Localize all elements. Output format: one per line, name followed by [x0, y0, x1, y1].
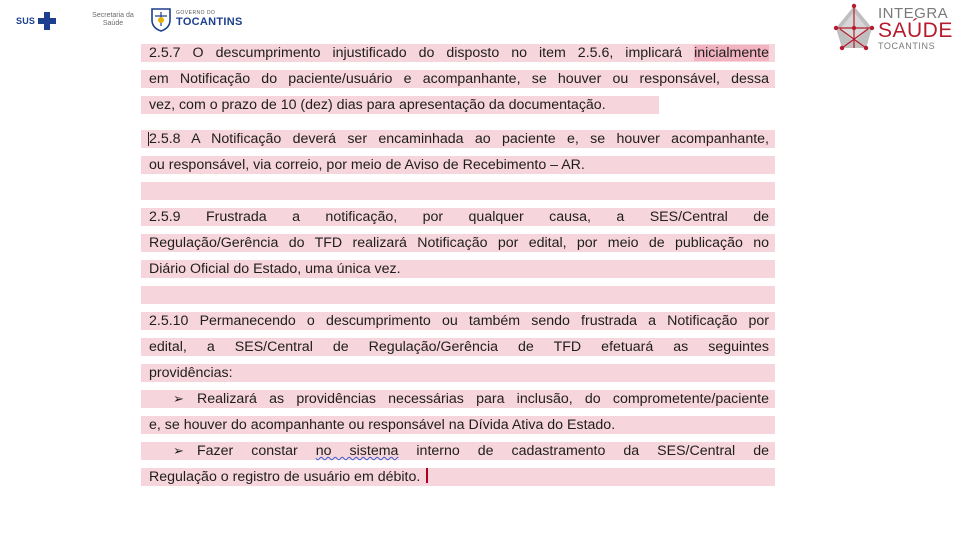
text-run: Diário Oficial do Estado, uma única vez.	[149, 261, 401, 277]
text-run: interno de cadastramento da SES/Central de	[398, 443, 769, 459]
text-run: vez, com o prazo de 10 (dez) dias para apresentação da documentação.	[149, 97, 606, 113]
text-line	[141, 416, 775, 434]
text-run: 2.5.10 Permanecendo o descumprimento ou também sendo frustrada a Notificação por	[149, 313, 769, 329]
text-line	[141, 44, 775, 62]
integra-network-icon	[832, 2, 876, 54]
text-line	[141, 156, 775, 174]
secretaria-saude-logo: Secretaria da Saúde	[92, 12, 134, 27]
blank-line	[141, 182, 775, 200]
text-run: edital, a SES/Central de Regulação/Gerência de TFD efetuará as seguintes	[149, 339, 769, 355]
text-line	[141, 234, 775, 252]
tocantins-seal-icon	[150, 6, 172, 32]
tocantins-label: TOCANTINS	[176, 16, 243, 28]
text-run: Regulação o registro de usuário em débito.	[149, 469, 421, 485]
text-run: 2.5.8 A Notificação deverá ser encaminhada ao paciente e, se houver acompanhante,	[149, 131, 769, 147]
tocantins-government-logo	[150, 6, 243, 32]
text-run: Realizará as providências necessárias para inclusão, do comprometente/paciente	[197, 391, 769, 407]
document-body[interactable]	[141, 44, 775, 494]
blank-line	[141, 286, 775, 304]
arrow-bullet-icon: ➢	[173, 443, 184, 458]
saude-label: SAÚDE	[878, 18, 953, 42]
integra-saude-logo	[832, 2, 953, 54]
integra-tocantins-label: TOCANTINS	[878, 40, 936, 51]
text-line	[141, 130, 775, 148]
sus-cross-icon	[38, 12, 56, 30]
text-run: ou responsável, via correio, por meio de Aviso de Recebimento – AR.	[149, 157, 585, 173]
text-run: e, se houver do acompanhante ou responsável na Dívida Ativa do Estado.	[149, 417, 616, 433]
text-run: 2.5.9 Frustrada a notificação, por qualquer causa, a SES/Central de	[149, 209, 769, 225]
bullet-item	[141, 442, 775, 460]
spellcheck-flagged-text[interactable]: no sistema	[315, 443, 399, 459]
text-line	[141, 338, 775, 356]
paragraph-2-5-9	[141, 208, 775, 278]
text-line	[141, 208, 775, 226]
text-line	[141, 70, 775, 88]
gov-label: GOVERNO DO	[176, 10, 216, 16]
text-line	[141, 260, 775, 278]
arrow-bullet-icon: ➢	[173, 391, 184, 406]
text-line	[141, 96, 659, 114]
selected-text: inicialmente	[694, 45, 769, 61]
text-run: em Notificação do paciente/usuário e acompanhante, se houver ou responsável, dessa	[149, 71, 769, 87]
insertion-cursor	[426, 468, 428, 483]
text-line	[141, 364, 775, 382]
paragraph-2-5-10	[141, 312, 775, 486]
paragraph-2-5-8	[141, 130, 775, 174]
text-run: 2.5.7 O descumprimento injustificado do disposto no item 2.5.6, implicará	[149, 45, 695, 61]
bullet-item	[141, 390, 775, 408]
paragraph-2-5-7	[141, 44, 775, 114]
sus-logo-text: SUS	[16, 16, 36, 26]
text-line	[141, 468, 775, 486]
integra-label: INTEGRA	[878, 4, 949, 22]
text-run: providências:	[149, 365, 233, 381]
sus-logo	[16, 12, 56, 30]
text-line	[141, 312, 775, 330]
text-run: Fazer constar	[197, 443, 316, 459]
text-run: Regulação/Gerência do TFD realizará Notificação por edital, por meio de publicação no	[149, 235, 769, 251]
